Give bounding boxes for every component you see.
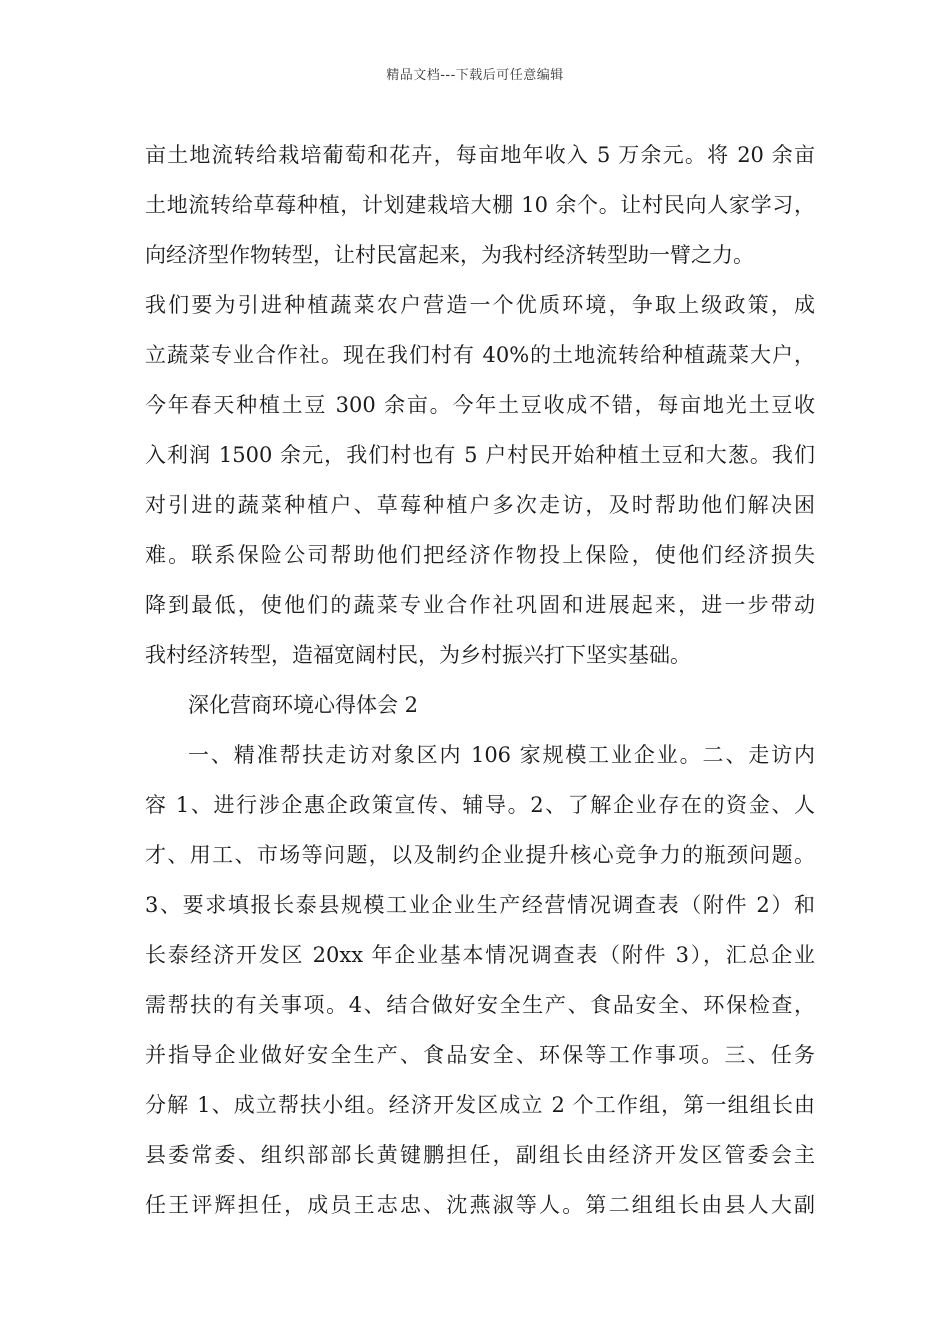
- text-line: 分解 1、成立帮扶小组。经济开发区成立 2 个工作组，第一组组长由: [145, 1093, 815, 1117]
- text-line: 县委常委、组织部部长黄键鹏担任，副组长由经济开发区管委会主: [145, 1143, 815, 1167]
- page-header: 精品文档---下载后可任意编辑: [386, 68, 564, 83]
- text-line: 对引进的蔬菜种植户、草莓种植户多次走访，及时帮助他们解决困: [145, 493, 815, 517]
- text-line: 3、要求填报长泰县规模工业企业生产经营情况调查表（附件 2）和: [145, 893, 815, 917]
- text-line: 我村经济转型，造福宽阔村民，为乡村振兴打下坚实基础。: [145, 643, 691, 667]
- text-line: 向经济型作物转型，让村民富起来，为我村经济转型助一臂之力。: [145, 243, 754, 267]
- text-line: 任王评辉担任，成员王志忠、沈燕淑等人。第二组组长由县人大副: [145, 1193, 815, 1217]
- text-line: 需帮扶的有关事项。4、结合做好安全生产、食品安全、环保检查，: [145, 993, 815, 1017]
- text-line: 立蔬菜专业合作社。现在我们村有 40%的土地流转给种植蔬菜大户，: [145, 343, 815, 367]
- text-line: 亩土地流转给栽培葡萄和花卉，每亩地年收入 5 万余元。将 20 余亩: [145, 143, 815, 167]
- text-line: 才、用工、市场等问题，以及制约企业提升核心竞争力的瓶颈问题。: [145, 843, 815, 867]
- text-line: 入利润 1500 余元，我们村也有 5 户村民开始种植土豆和大葱。我们: [145, 443, 815, 467]
- text-line: 一、精准帮扶走访对象区内 106 家规模工业企业。二、走访内: [188, 743, 815, 767]
- text-line: 并指导企业做好安全生产、食品安全、环保等工作事项。三、任务: [145, 1043, 815, 1067]
- text-line: 我们要为引进种植蔬菜农户营造一个优质环境，争取上级政策，成: [145, 293, 815, 317]
- text-line: 降到最低，使他们的蔬菜专业合作社巩固和进展起来，进一步带动: [145, 593, 815, 617]
- text-line: 今年春天种植土豆 300 余亩。今年土豆收成不错，每亩地光土豆收: [145, 393, 815, 417]
- text-line: 土地流转给草莓种植，计划建栽培大棚 10 余个。让村民向人家学习，: [145, 193, 815, 217]
- text-line: 长泰经济开发区 20xx 年企业基本情况调查表（附件 3），汇总企业: [145, 943, 815, 967]
- document-body: [145, 130, 815, 1230]
- text-line: 容 1、进行涉企惠企政策宣传、辅导。2、了解企业存在的资金、人: [145, 793, 815, 817]
- section-heading: 深化营商环境心得体会 2: [188, 693, 419, 717]
- text-line: 难。联系保险公司帮助他们把经济作物投上保险，使他们经济损失: [145, 543, 815, 567]
